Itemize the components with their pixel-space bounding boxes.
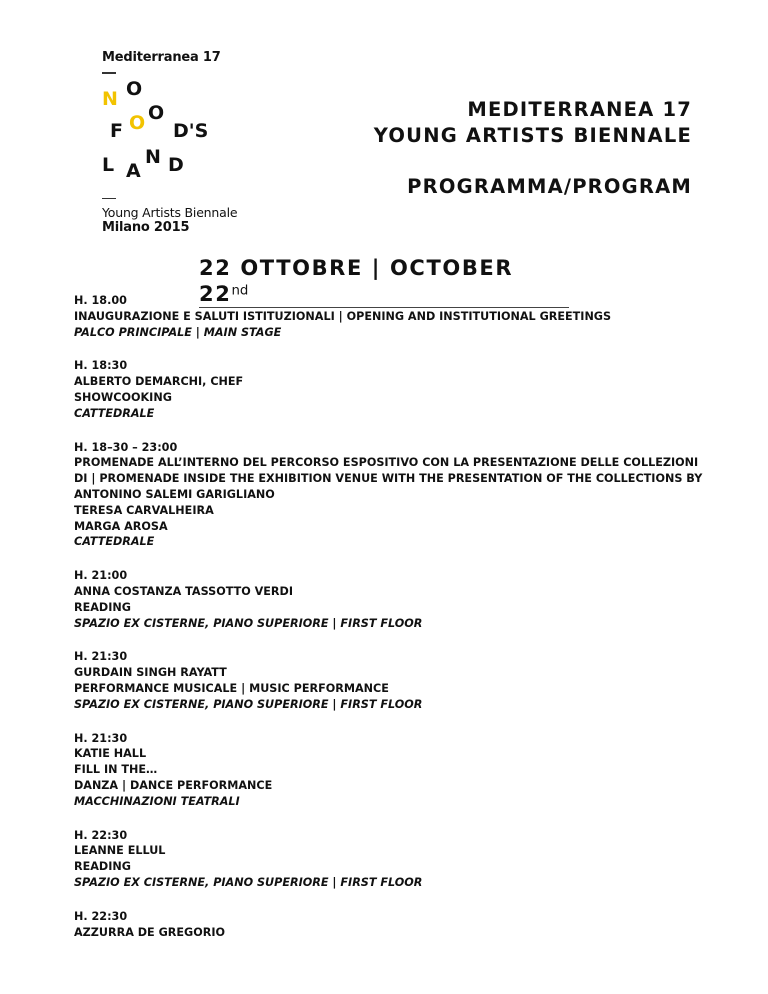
event-time: H. 18.00 xyxy=(74,294,127,307)
event-detail-line: FILL IN THE… xyxy=(74,763,158,777)
logo-letter-n: N xyxy=(102,87,118,110)
event-item xyxy=(74,731,704,810)
date-suffix: nd xyxy=(231,283,249,299)
event-detail-line: INAUGURAZIONE E SALUTI ISTITUZIONALI | OPENING AND INSTITUTIONAL GREETINGS xyxy=(74,309,612,323)
event-detail-line: GURDAIN SINGH RAYATT xyxy=(74,666,227,680)
logo-letter-a: A xyxy=(126,159,141,182)
logo-letter-o1: O xyxy=(126,77,143,100)
event-detail-line: DANZA | DANCE PERFORMANCE xyxy=(74,778,273,792)
event-venue: CATTEDRALE xyxy=(74,406,155,420)
event-venue: MACCHINAZIONI TEATRALI xyxy=(74,794,240,808)
event-detail-line: MARGA AROSA xyxy=(74,519,168,533)
logo-letters-ds: D'S xyxy=(173,119,209,142)
event-detail-line: READING xyxy=(74,600,131,614)
event-time: H. 21:30 xyxy=(74,650,128,664)
page-header xyxy=(374,97,692,198)
logo-letter-o2: O xyxy=(129,111,146,134)
logo-letter-l: L xyxy=(102,153,115,176)
event-time: H. 22:30 xyxy=(74,909,128,923)
event-detail-line: PROMENADE ALL’INTERNO DEL PERCORSO ESPOSITIVO CON LA PRESENTAZIONE DELLE COLLEZIONI xyxy=(74,456,699,470)
logo-dash-bottom xyxy=(102,198,116,200)
event-time: H. 18–30 – 23:00 xyxy=(74,440,178,454)
event-detail-line: PERFORMANCE MUSICALE | MUSIC PERFORMANCE xyxy=(74,681,389,695)
logo-letter-f: F xyxy=(110,119,123,142)
event-item xyxy=(74,293,704,340)
event-venue: PALCO PRINCIPALE | MAIN STAGE xyxy=(74,325,282,339)
event-list xyxy=(74,293,704,958)
event-time: H. 22:30 xyxy=(74,828,128,842)
event-detail-line: READING xyxy=(74,860,131,874)
event-detail-line: AZZURRA DE GREGORIO xyxy=(74,925,225,939)
event-item xyxy=(74,568,704,631)
event-item xyxy=(74,909,704,941)
event-item xyxy=(74,828,704,891)
event-detail-line: ANTONINO SALEMI GARIGLIANO xyxy=(74,487,275,501)
header-title-line1: MEDITERRANEA 17 xyxy=(467,98,692,121)
event-time: H. 21:00 xyxy=(74,569,128,583)
logo xyxy=(102,50,247,235)
event-detail-line: ANNA COSTANZA TASSOTTO VERDI xyxy=(74,584,293,598)
date-main: 22 OTTOBRE | OCTOBER 22 xyxy=(199,256,514,306)
event-venue: SPAZIO EX CISTERNE, PIANO SUPERIORE | FIRST FLOOR xyxy=(74,616,423,630)
event-detail-line: KATIE HALL xyxy=(74,747,147,761)
event-venue: CATTEDRALE xyxy=(74,535,155,549)
event-venue: SPAZIO EX CISTERNE, PIANO SUPERIORE | FIRST FLOOR xyxy=(74,875,423,889)
logo-letter-n2: N xyxy=(145,145,161,168)
event-item xyxy=(74,358,704,421)
logo-letter-d: D xyxy=(168,153,184,176)
event-time: H. 21:30 xyxy=(74,731,128,745)
logo-city: Milano 2015 xyxy=(102,220,190,235)
event-detail-line: SHOWCOOKING xyxy=(74,390,172,404)
event-detail-line: LEANNE ELLUL xyxy=(74,844,166,858)
event-detail-line: ALBERTO DEMARCHI, CHEF xyxy=(74,375,244,389)
program-title: PROGRAMMA/PROGRAM xyxy=(407,175,692,198)
event-time: H. 18:30 xyxy=(74,359,128,373)
event-venue: SPAZIO EX CISTERNE, PIANO SUPERIORE | FIRST FLOOR xyxy=(74,697,423,711)
logo-letters xyxy=(102,77,242,182)
logo-top-text: Mediterranea 17 xyxy=(102,50,221,65)
logo-dash-top xyxy=(102,72,116,74)
logo-letter-o3: O xyxy=(148,101,165,124)
event-item xyxy=(74,649,704,712)
event-item xyxy=(74,440,704,551)
header-title-line2: YOUNG ARTISTS BIENNALE xyxy=(373,124,692,147)
event-detail-line: DI | PROMENADE INSIDE THE EXHIBITION VENUE WITH THE PRESENTATION OF THE COLLECTIONS BY xyxy=(74,472,703,486)
logo-subtitle: Young Artists Biennale xyxy=(102,205,238,220)
event-detail-line: TERESA CARVALHEIRA xyxy=(74,503,214,517)
